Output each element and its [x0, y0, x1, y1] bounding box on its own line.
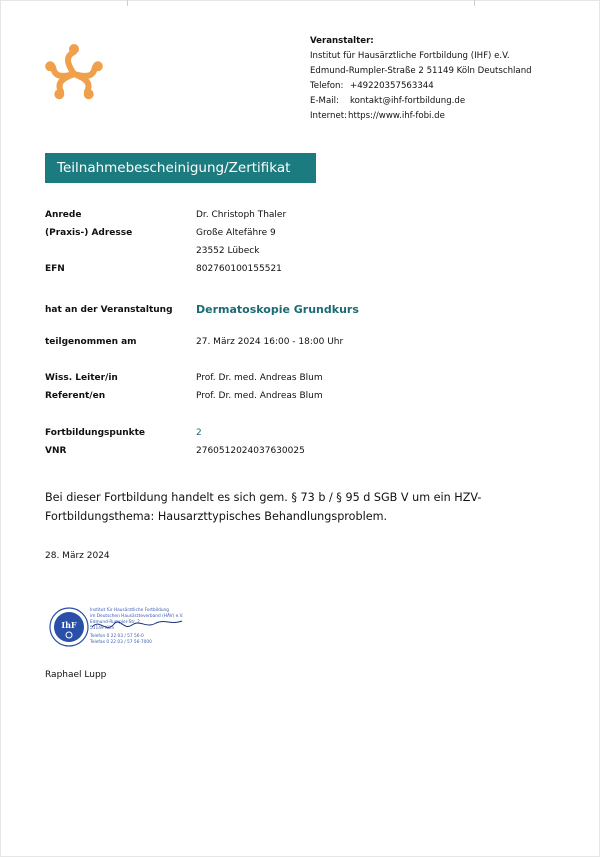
phone-value: +49220357563344 [350, 81, 434, 91]
hzv-statement: Bei dieser Fortbildung handelt es sich gem. § 73 b / § 95 d SGB V um ein HZV-Fortbildungsthema: Hausarzttypisches Behandlungsproblem. [45, 491, 482, 523]
organizer-email-row [310, 94, 532, 109]
institute-stamp-icon [48, 604, 193, 650]
stamp-line: Edmund-Rumpler-Str. 2 [90, 620, 140, 625]
efn-label: EFN [45, 264, 65, 274]
organizer-phone-row [310, 79, 532, 94]
stamp-line: im Deutschen Hausärzteverband (HÄV) e.V. [90, 614, 184, 619]
edge-tick [127, 0, 128, 6]
stamp-line: Telefax 0 22 03 / 57 56-7000 [90, 640, 152, 645]
points-value: 2 [196, 428, 202, 438]
stamp-line: Institut für Hausärztliche Fortbildung [90, 608, 169, 613]
web-link[interactable]: https://www.ihf-fobi.de [348, 111, 445, 121]
event-name: Dermatoskopie Grundkurs [196, 303, 359, 316]
attended-value: 27. März 2024 16:00 - 18:00 Uhr [196, 337, 344, 347]
attended-label: teilgenommen am [45, 337, 137, 347]
vnr-label: VNR [45, 446, 67, 456]
lead-value: Prof. Dr. med. Andreas Blum [196, 373, 323, 383]
organizer-heading: Veranstalter: [310, 36, 374, 46]
efn-value: 802760100155521 [196, 264, 282, 274]
address-city: 23552 Lübeck [196, 246, 260, 256]
certificate-title: Teilnahmebescheinigung/Zertifikat [45, 153, 316, 183]
points-label: Fortbildungspunkte [45, 428, 146, 438]
web-label: Internet: [310, 111, 348, 121]
event-label: hat an der Veranstaltung [45, 305, 173, 315]
email-link[interactable]: kontakt@ihf-fortbildung.de [350, 96, 466, 106]
organizer-address: Edmund-Rumpler-Straße 2 51149 Köln Deutschland [310, 66, 532, 76]
lead-label: Wiss. Leiter/in [45, 373, 118, 383]
phone-label: Telefon: [310, 81, 344, 91]
speaker-label: Referent/en [45, 391, 106, 401]
speaker-value: Prof. Dr. med. Andreas Blum [196, 391, 323, 401]
email-label: E-Mail: [310, 96, 339, 106]
stamp-line: Telefon 0 22 03 / 57 56-0 [90, 634, 144, 639]
organizer-web-row [310, 109, 532, 124]
stamp-line: 51149 Köln [90, 626, 115, 631]
salutation-value: Dr. Christoph Thaler [196, 210, 287, 220]
address-street: Große Altefähre 9 [196, 228, 276, 238]
organizer-name: Institut für Hausärztliche Fortbildung (IHF) e.V. [310, 51, 510, 61]
ihf-logo-icon [42, 42, 106, 106]
address-label: (Praxis-) Adresse [45, 228, 133, 238]
edge-tick [474, 0, 475, 6]
issue-date: 28. März 2024 [45, 551, 110, 561]
signer-name: Raphael Lupp [45, 670, 107, 680]
vnr-value: 2760512024037630025 [196, 446, 305, 456]
salutation-label: Anrede [45, 210, 82, 220]
organizer-block [310, 34, 532, 124]
stamp-seal-text: IhF [61, 620, 77, 630]
